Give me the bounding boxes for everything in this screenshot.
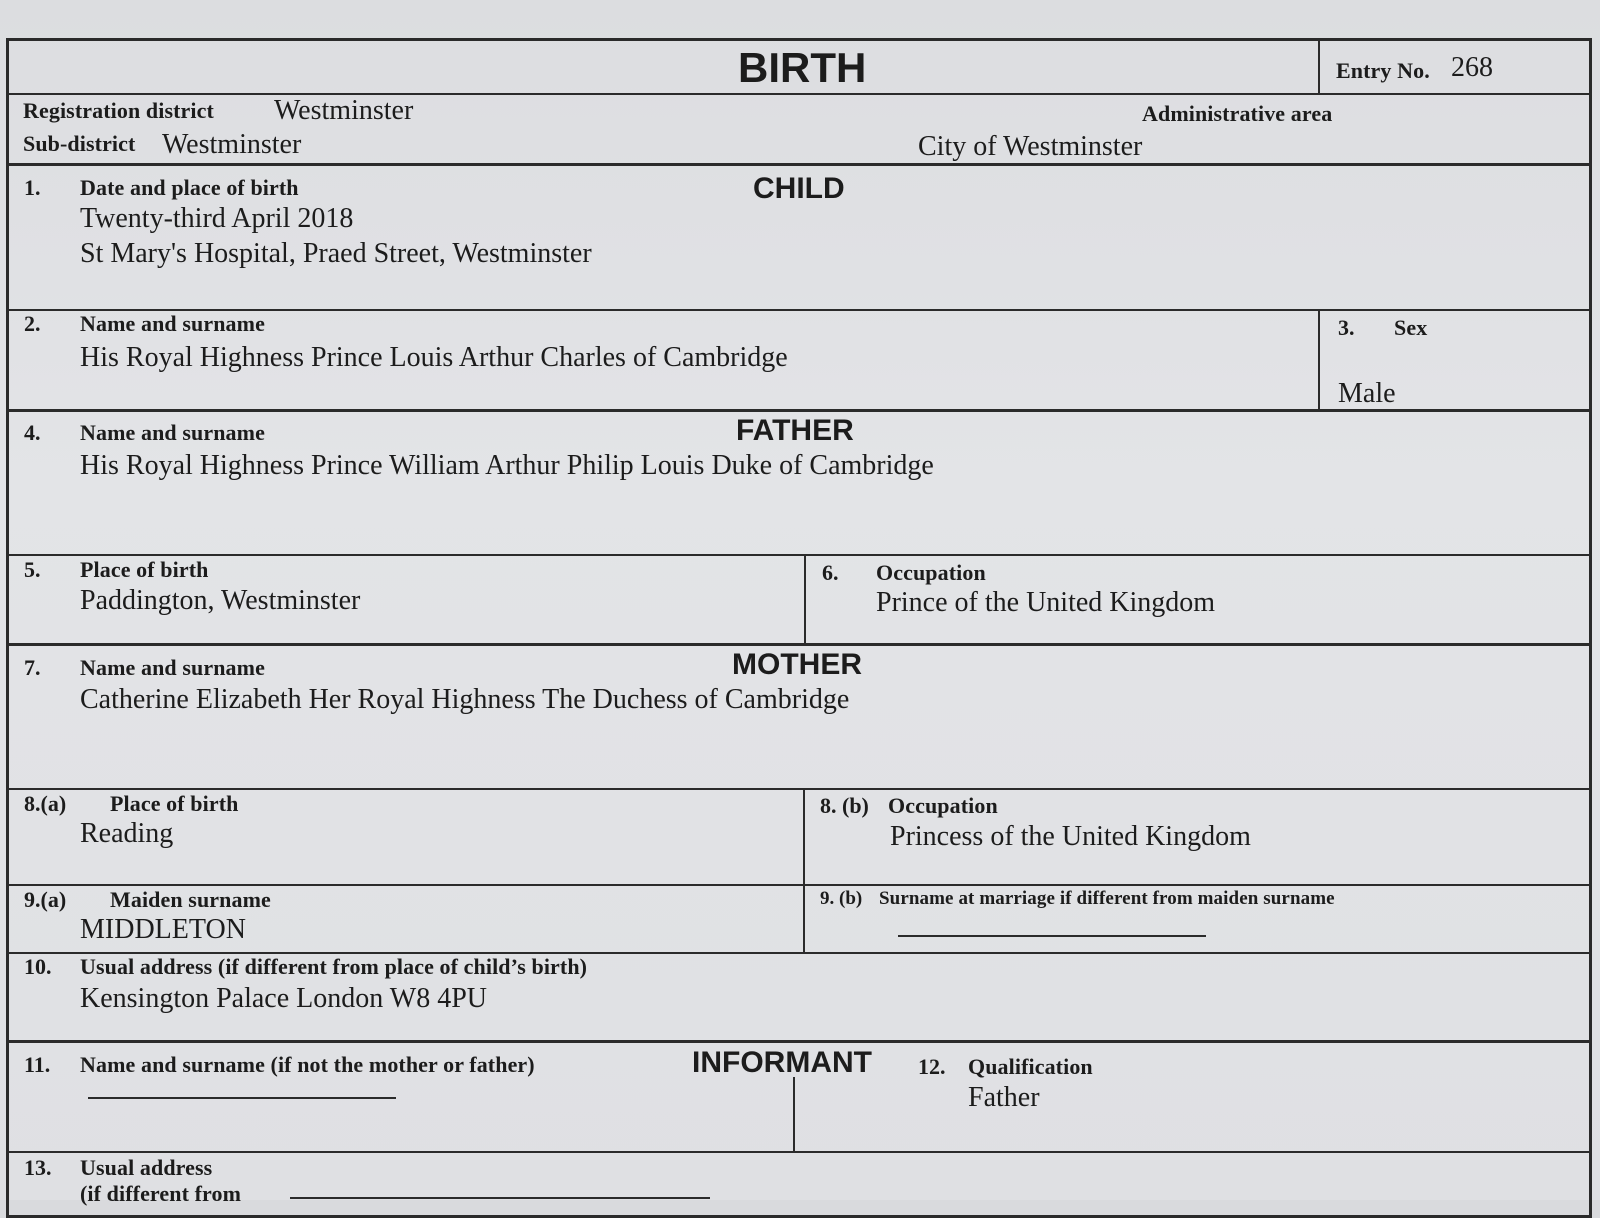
field-13-number: 13.	[24, 1155, 52, 1180]
field-1-label: Date and place of birth	[80, 175, 299, 200]
divider-entry-no	[1318, 40, 1320, 95]
married-surname-blank-line	[898, 935, 1206, 937]
maiden-surname-value: MIDDLETON	[80, 914, 246, 945]
field-9b-label: Surname at marriage if different from maiden surname	[879, 888, 1335, 909]
field-11-label: Name and surname (if not the mother or father)	[80, 1052, 535, 1077]
mother-birthplace-value: Reading	[80, 818, 174, 849]
field-7-label: Name and surname	[80, 655, 265, 680]
registration-district-value: Westminster	[274, 95, 414, 126]
field-3-label: Sex	[1394, 315, 1428, 340]
sub-district-value: Westminster	[162, 129, 302, 160]
section-heading-mother: MOTHER	[732, 648, 862, 681]
usual-address-value: Kensington Palace London W8 4PU	[80, 983, 487, 1014]
section-heading-informant: INFORMANT	[692, 1046, 872, 1079]
field-6-label: Occupation	[876, 560, 986, 585]
father-occupation-value: Prince of the United Kingdom	[876, 587, 1216, 618]
section-heading-child: CHILD	[753, 172, 845, 205]
field-5-label: Place of birth	[80, 557, 209, 582]
administrative-area-label: Administrative area	[1142, 101, 1333, 126]
rule-under-registration	[6, 163, 1592, 166]
informant-address-blank-line	[290, 1197, 710, 1199]
entry-number-value: 268	[1451, 52, 1493, 83]
field-9a-label: Maiden surname	[110, 887, 271, 912]
field-8a-label: Place of birth	[110, 791, 239, 816]
divider-sex	[1318, 309, 1320, 410]
field-6-number: 6.	[822, 560, 839, 585]
field-7-number: 7.	[24, 655, 41, 680]
field-13-label: Usual address	[80, 1155, 213, 1180]
field-8b-number: 8. (b)	[820, 793, 869, 818]
birth-place-value: St Mary's Hospital, Praed Street, Westminster	[80, 238, 592, 269]
mother-occupation-value: Princess of the United Kingdom	[890, 821, 1251, 852]
section-heading-father: FATHER	[736, 414, 854, 447]
mother-name-value: Catherine Elizabeth Her Royal Highness The Duchess of Cambridge	[80, 684, 850, 715]
field-13-label-line2: (if different from	[80, 1181, 242, 1206]
informant-name-blank-line	[88, 1097, 396, 1099]
field-3-number: 3.	[1338, 315, 1355, 340]
divider-father-occupation	[804, 554, 806, 644]
rule-under-title	[6, 93, 1592, 95]
rule-under-informant	[6, 1151, 1592, 1153]
administrative-area-value: City of Westminster	[918, 131, 1143, 162]
field-12-label: Qualification	[968, 1054, 1093, 1079]
field-8b-label: Occupation	[888, 793, 998, 818]
registration-district-label: Registration district	[23, 98, 214, 123]
field-9a-number: 9.(a)	[24, 887, 67, 912]
rule-under-field-7	[6, 788, 1592, 790]
qualification-value: Father	[968, 1082, 1040, 1113]
rule-under-father	[6, 643, 1592, 646]
field-12-number: 12.	[918, 1054, 946, 1079]
field-10-number: 10.	[24, 954, 52, 979]
field-2-number: 2.	[24, 311, 41, 336]
field-10-label: Usual address (if different from place of child’s birth)	[80, 954, 588, 979]
field-9b-number: 9. (b)	[820, 888, 863, 909]
field-11-number: 11.	[24, 1052, 51, 1077]
field-1-number: 1.	[24, 175, 41, 200]
field-5-number: 5.	[24, 557, 41, 582]
child-name-value: His Royal Highness Prince Louis Arthur Charles of Cambridge	[80, 342, 788, 373]
field-4-number: 4.	[24, 420, 41, 445]
child-sex-value: Male	[1338, 378, 1396, 409]
document-title: BIRTH	[738, 44, 867, 91]
divider-informant	[793, 1077, 795, 1152]
birth-date-value: Twenty-third April 2018	[80, 203, 354, 234]
rule-under-mother	[6, 1040, 1592, 1043]
sub-district-label: Sub-district	[23, 131, 136, 156]
entry-number-label: Entry No.	[1336, 58, 1430, 83]
rule-under-field-8	[6, 884, 1592, 886]
field-2-label: Name and surname	[80, 311, 265, 336]
rule-under-field-4	[6, 554, 1592, 556]
divider-mother-columns	[803, 788, 805, 953]
field-8a-number: 8.(a)	[24, 791, 67, 816]
father-birthplace-value: Paddington, Westminster	[80, 585, 361, 616]
field-4-label: Name and surname	[80, 420, 265, 445]
father-name-value: His Royal Highness Prince William Arthur Philip Louis Duke of Cambridge	[80, 450, 934, 481]
